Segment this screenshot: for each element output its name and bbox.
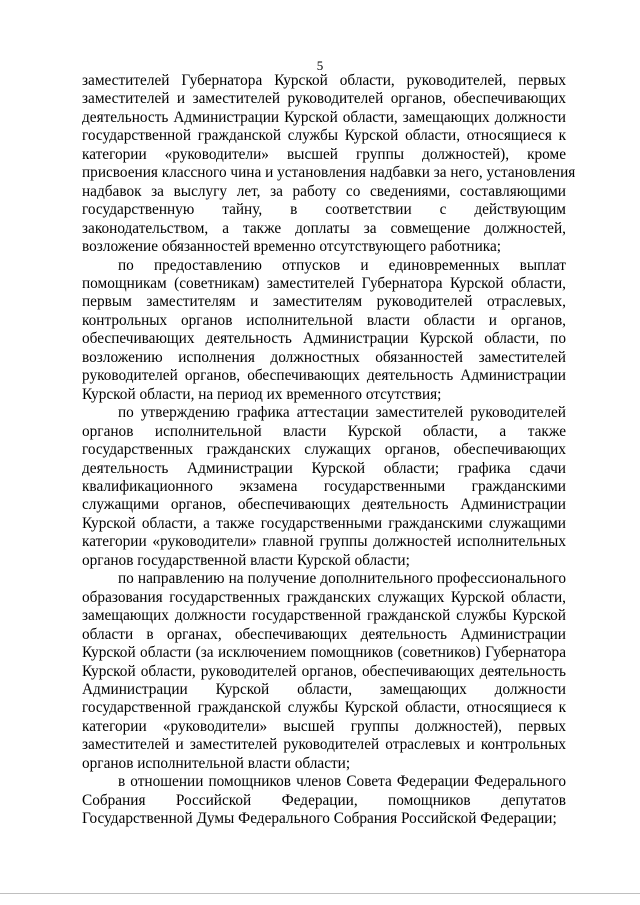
text-line: первым заместителям и заместителям руководителей отраслевых, xyxy=(82,293,566,311)
text-line: деятельность Администрации Курской области; графика сдачи xyxy=(82,459,566,477)
text-line: законодательством, а также доплаты за совмещение должностей, xyxy=(82,219,566,237)
text-line: заместителей Губернатора Курской области, руководителей, первых xyxy=(82,72,566,89)
text-line: по направлению на получение дополнительного профессионального xyxy=(118,570,566,588)
text-line: по утверждению графика аттестации заместителей руководителей xyxy=(118,404,566,422)
text-line: Курской области, руководителей органов, обеспечивающих деятельность xyxy=(82,662,566,680)
text-line: возложению исполнения должностных обязанностей заместителей xyxy=(82,348,566,366)
text-line: контрольных органов исполнительной власти области и органов, xyxy=(82,311,566,329)
document-body xyxy=(82,72,576,829)
text-line: помощникам (советникам) заместителей Губернатора Курской области, xyxy=(82,274,566,292)
paragraph xyxy=(82,773,566,828)
text-line: Курской области (за исключением помощников (советников) Губернатора xyxy=(82,644,566,662)
text-line: категории «руководители» главной группы должностей исполнительных xyxy=(82,533,566,551)
text-line: в отношении помощников членов Совета Федерации Федерального xyxy=(118,773,566,791)
text-line: органов исполнительной власти Курской области, а также xyxy=(82,422,566,440)
page-number: 5 xyxy=(316,58,324,73)
text-line: квалификационного экзамена государственными гражданскими xyxy=(82,477,566,495)
text-line: государственной гражданской службы Курской области, относящиеся к xyxy=(82,127,566,145)
text-line: обеспечивающих деятельность Администрации Курской области, по xyxy=(82,330,566,348)
text-line: руководителей органов, обеспечивающих деятельность Администрации xyxy=(82,367,566,385)
paragraph xyxy=(82,570,566,773)
text-line: по предоставлению отпусков и единовременных выплат xyxy=(118,256,566,274)
paragraph xyxy=(82,404,566,570)
text-line: государственной гражданской службы Курской области, относящиеся к xyxy=(82,699,566,717)
text-line: служащими органов, обеспечивающих деятельность Администрации xyxy=(82,496,566,514)
text-line: государственную тайну, в соответствии с действующим xyxy=(82,201,566,219)
text-line: категории «руководители» высшей группы должностей), первых xyxy=(82,717,566,735)
text-line: органов государственной власти Курской области; xyxy=(82,551,410,569)
text-line: возложение обязанностей временно отсутствующего работника; xyxy=(82,238,501,256)
text-line: деятельность Администрации Курской области, замещающих должности xyxy=(82,108,566,126)
text-line: области в органах, обеспечивающих деятельность Администрации xyxy=(82,625,566,643)
text-line: Курской области, на период их временного отсутствия; xyxy=(82,385,442,403)
text-line: присвоения классного чина и установления надбавки за него, установления xyxy=(82,164,576,182)
text-line: образования государственных гражданских служащих Курской области, xyxy=(82,588,566,606)
paragraph xyxy=(82,72,576,257)
text-line: государственных гражданских служащих органов, обеспечивающих xyxy=(82,441,566,459)
text-line: Курской области, а также государственными гражданскими служащими xyxy=(82,514,566,532)
text-line: заместителей и заместителей руководителей органов, обеспечивающих xyxy=(82,90,566,108)
page-bottom-edge xyxy=(0,893,640,894)
text-line: органов исполнительной власти области; xyxy=(82,754,351,772)
text-line: Государственной Думы Федерального Собрания Российской Федерации; xyxy=(82,810,557,828)
text-line: замещающих должности государственной гражданской службы Курской xyxy=(82,607,566,625)
text-line: Собрания Российской Федерации, помощников депутатов xyxy=(82,791,566,809)
text-line: надбавок за выслугу лет, за работу со сведениями, составляющими xyxy=(82,182,566,200)
paragraph xyxy=(82,257,566,405)
text-line: категории «руководители» высшей группы должностей), кроме xyxy=(82,145,566,163)
text-line: заместителей и заместителей руководителей отраслевых и контрольных xyxy=(82,736,566,754)
text-line: Администрации Курской области, замещающих должности xyxy=(82,680,566,698)
